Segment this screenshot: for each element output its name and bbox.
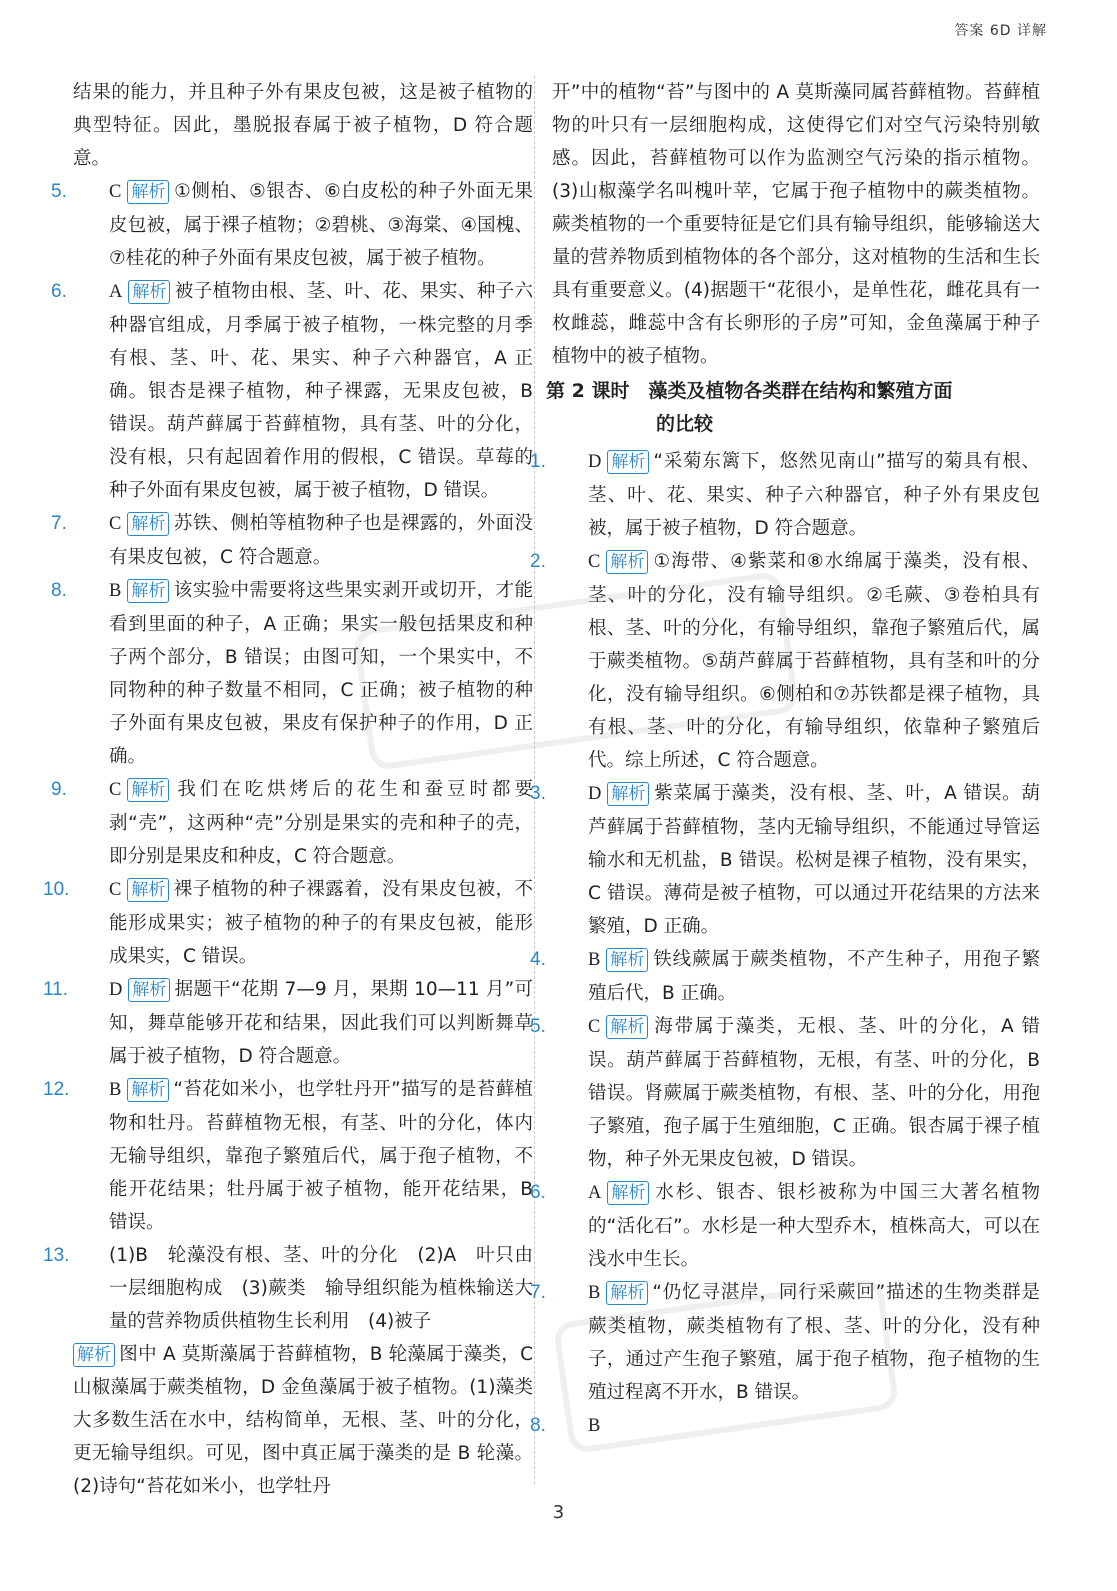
item-number: 7.: [530, 1282, 546, 1303]
continuation-text: 开”中的植物“苔”与图中的 A 莫斯藻同属苔藓植物。苔藓植物的叶只有一层细胞构成，这使得它们对空气污染特别敏感。因此，苔藓植物可以作为监测空气污染的指示植物。(3)山椒藻学名叫槐叶苹，它属于孢子植物中的蕨类植物。蕨类植物的一个重要特征是它们具有输导组织，能够输送大量的营养物质到植物体的各个部分，这对植物的生活和生长具有重要意义。(4)据题干“花很小，是单性花，雌花具有一枚雌蕊，雌蕊中含有长卵形的子房”可知，金鱼藻属于种子植物中的被子植物。: [552, 82, 1040, 367]
item-text: 紫菜属于藻类，没有根、茎、叶，A 错误。葫芦藓属于苔藓植物，茎内无输导组织，不能通过导管运输水和无机盐，B 错误。松树是裸子植物，没有果实，C 错误。薄荷是被子植物，可以通过开花结果的方法来繁殖，D 正确。: [588, 783, 1040, 937]
item-number: 9.: [51, 779, 67, 800]
answer-item: [530, 943, 1040, 1010]
item-answer: C: [109, 880, 122, 900]
item-text: 铁线蕨属于蕨类植物，不产生种子，用孢子繁殖后代，B 正确。: [588, 949, 1040, 1004]
item-text: 我们在吃烘烤后的花生和蚕豆时都要剥“壳”，这两种“壳”分别是果实的壳和种子的壳，即分别是果皮和种皮，C 符合题意。: [109, 779, 533, 867]
item-number: 12.: [43, 1079, 70, 1100]
item-text: 该实验中需要将这些果实剥开或切开，才能看到里面的种子，A 正确；果实一般包括果皮和种子两个部分，B 错误；由图可知，一个果实中，不同物种的种子数量不相同，C 正确；被子植物的种子外面有果皮包被，果皮有保护种子的作用，D 正确。: [109, 580, 533, 767]
item-answer: D: [109, 980, 123, 1000]
analysis-tag: 解析: [127, 180, 169, 204]
item-number: 5.: [530, 1016, 546, 1037]
item-answer: A: [588, 1183, 602, 1203]
item-text: 图中 A 莫斯藻属于苔藓植物，B 轮藻属于藻类，C 山椒藻属于蕨类植物，D 金鱼藻属于被子植物。(1)藻类大多数生活在水中，结构简单，无根、茎、叶的分化，更无输导组织。可见，图中真正属于藻类的是 B 轮藻。(2)诗句“苔花如米小，也学牡丹: [73, 1344, 533, 1497]
item-answer: C: [588, 552, 601, 572]
item-text: 海带属于藻类，无根、茎、叶的分化，A 错误。葫芦藓属于苔藓植物，无根，有茎、叶的分化，B 错误。肾蕨属于蕨类植物，有根、茎、叶的分化，用孢子繁殖，孢子属于生殖细胞，C 正确。银杏属于裸子植物，种子外无果皮包被，D 错误。: [588, 1016, 1040, 1170]
item-text: “仍忆寻湛岸，同行采蕨回”描述的生物类群是蕨类植物，蕨类植物有了根、茎、叶的分化，没有种子，通过产生孢子繁殖，属于孢子植物，孢子植物的生殖过程离不开水，B 错误。: [588, 1282, 1040, 1403]
analysis-tag: 解析: [127, 512, 169, 536]
analysis-tag: 解析: [607, 782, 649, 806]
analysis-tag: 解析: [606, 1281, 648, 1305]
item-answer-line: (1)B 轮藻没有根、茎、叶的分化 (2)A 叶只由一层细胞构成 (3)蕨类 输导组织能为植株输送大量的营养物质供植物生长利用 (4)被子: [109, 1245, 533, 1332]
item-text: 被子植物由根、茎、叶、花、果实、种子六种器官组成，月季属于被子植物，一株完整的月季有根、茎、叶、花、果实、种子六种器官，A 正确。银杏是裸子植物，种子裸露，无果皮包被，B 错误。葫芦藓属于苔藓植物，具有茎、叶的分化，没有根，只有起固着作用的假根，C 错误。草莓的种子外面有果皮包被，属于被子植物，D 错误。: [109, 281, 533, 501]
analysis-tag: 解析: [606, 550, 648, 574]
item-number: 8.: [51, 580, 67, 601]
analysis-tag: 解析: [128, 280, 170, 304]
left-column: [43, 76, 533, 1503]
answer-item-13: [43, 1239, 533, 1338]
item-text: “苔花如米小，也学牡丹开”描写的是苔藓植物和牡丹。苔藓植物无根，有茎、叶的分化，体内无输导组织，靠孢子繁殖后代，属于孢子植物，不能开花结果；牡丹属于被子植物，能开花结果，B 错误。: [109, 1079, 533, 1233]
answer-item: [530, 445, 1040, 545]
section-title-line1: 第 2 课时 藻类及植物各类群在结构和繁殖方面: [546, 380, 953, 402]
answer-item: [51, 275, 533, 507]
item-text: “采菊东篱下，悠然见南山”描写的菊具有根、茎、叶、花、果实、种子六种器官，种子外有果皮包被，属于被子植物，D 符合题意。: [588, 451, 1040, 539]
item-number: 11.: [43, 979, 69, 1000]
item-answer: B: [109, 1080, 122, 1100]
answer-item: [43, 973, 533, 1073]
item-answer: C: [109, 780, 122, 800]
item-number: 13.: [43, 1245, 70, 1266]
item-number: 4.: [530, 949, 546, 970]
item-text: ①海带、④紫菜和⑧水绵属于藻类，没有根、茎、叶的分化，没有输导组织。②毛蕨、③卷柏具有根、茎、叶的分化，有输导组织，靠孢子繁殖后代，属于蕨类植物。⑤葫芦藓属于苔藓植物，具有茎和叶的分化，没有输导组织。⑥侧柏和⑦苏铁都是裸子植物，具有根、茎、叶的分化，有输导组织，依靠种子繁殖后代。综上所述，C 符合题意。: [588, 551, 1040, 771]
item-text: ①侧柏、⑤银杏、⑥白皮松的种子外面无果皮包被，属于裸子植物；②碧桃、③海棠、④国槐、⑦桂花的种子外面有果皮包被，属于被子植物。: [109, 181, 533, 269]
item-number: 6.: [51, 281, 67, 302]
answer-item: [530, 1176, 1040, 1276]
analysis-tag: 解析: [606, 948, 648, 972]
item-13-analysis: [73, 1338, 533, 1503]
item-answer: B: [109, 581, 122, 601]
item-number: 5.: [51, 181, 67, 202]
page-number: 3: [552, 1502, 565, 1523]
answer-item: [51, 773, 533, 873]
section-title-line2: 的比较: [656, 413, 714, 435]
answer-item: [51, 175, 533, 275]
item-answer: D: [588, 452, 602, 472]
item-text: 苏铁、侧柏等植物种子也是裸露的，外面没有果皮包被，C 符合题意。: [109, 513, 533, 568]
analysis-tag: 解析: [607, 450, 649, 474]
item-text: 水杉、银杏、银杉被称为中国三大著名植物的“活化石”。水杉是一种大型乔木，植株高大，可以在浅水中生长。: [588, 1182, 1040, 1270]
item-answer: C: [109, 514, 122, 534]
analysis-tag: 解析: [128, 978, 170, 1002]
right-column: [530, 76, 1040, 1443]
answer-item: [51, 507, 533, 574]
analysis-tag: 解析: [127, 778, 169, 802]
item-answer: B: [588, 1283, 601, 1303]
analysis-tag: 解析: [127, 579, 169, 603]
answer-item: [530, 1010, 1040, 1176]
item-answer: C: [588, 1017, 601, 1037]
analysis-tag: 解析: [606, 1015, 648, 1039]
item-answer: B: [588, 1416, 601, 1436]
item-answer: C: [109, 182, 122, 202]
item-text: 据题干“花期 7—9 月，果期 10—11 月”可知，舞草能够开花和结果，因此我们可以判断舞草属于被子植物，D 符合题意。: [109, 979, 533, 1067]
item-number: 2.: [530, 551, 546, 572]
continuation-text: 结果的能力，并且种子外有果皮包被，这是被子植物的典型特征。因此，墨脱报春属于被子植物，D 符合题意。: [73, 82, 533, 169]
analysis-tag: 解析: [73, 1343, 115, 1367]
item-number: 8.: [530, 1415, 546, 1436]
analysis-tag: 解析: [127, 878, 169, 902]
answer-item: [530, 777, 1040, 943]
answer-item: [43, 1073, 533, 1239]
answer-item: [43, 873, 533, 973]
page-header: 答案 6D 详解: [954, 23, 1047, 39]
item-number: 10.: [43, 879, 70, 900]
item-number: 7.: [51, 513, 67, 534]
item-number: 6.: [530, 1182, 546, 1203]
item-answer: B: [588, 950, 601, 970]
item-answer: D: [588, 784, 602, 804]
item-number: 3.: [530, 783, 546, 804]
analysis-tag: 解析: [127, 1078, 169, 1102]
section-title: [546, 375, 1040, 441]
item-number: 1.: [530, 451, 546, 472]
analysis-tag: 解析: [607, 1181, 649, 1205]
item-text: 裸子植物的种子裸露着，没有果皮包被，不能形成果实；被子植物的种子的有果皮包被，能形成果实，C 错误。: [109, 879, 533, 967]
item-answer: A: [109, 282, 123, 302]
